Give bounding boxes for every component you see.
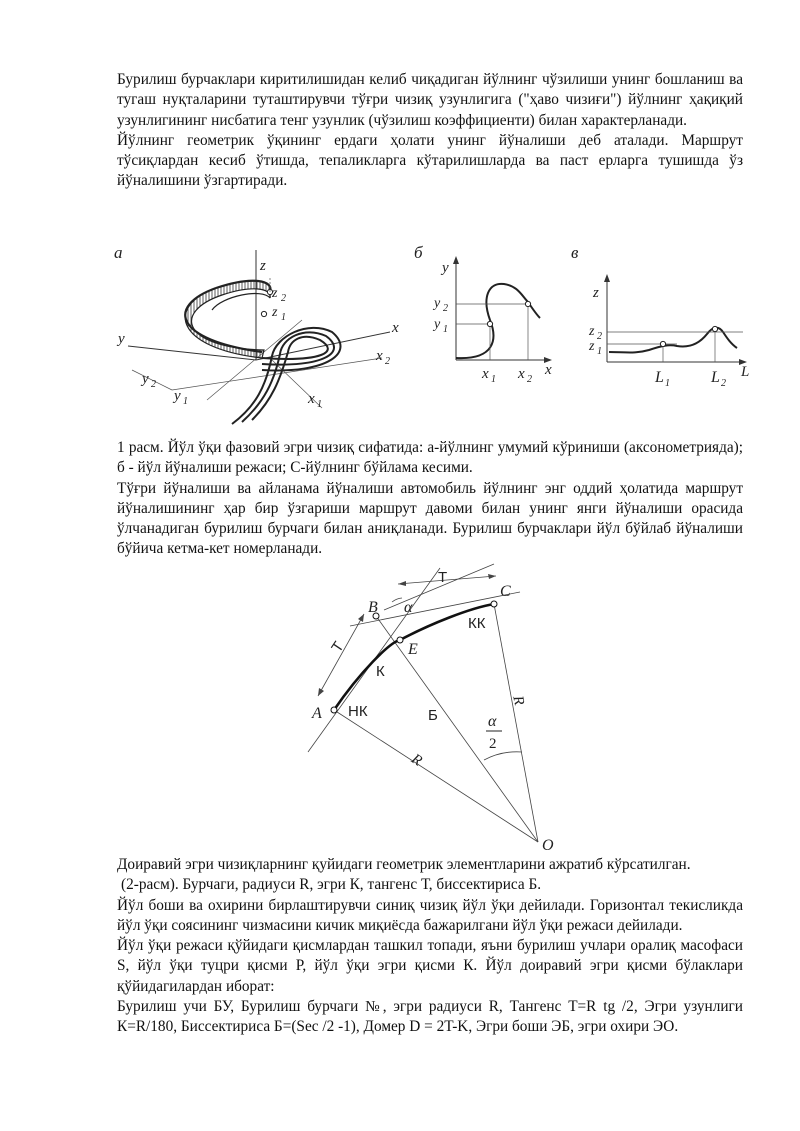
z1-mark: z [272, 305, 278, 320]
figure2-circular-curve [300, 562, 570, 858]
point-c [491, 601, 497, 607]
b-x1-mark: x [482, 366, 489, 382]
paragraph-curve-elements: Доиравий эгри чизиқларнинг қуйидаги геометрик элементларини ажратиб кўрсатилган. [117, 856, 691, 873]
bisector-line [376, 616, 538, 842]
paragraph-direction: Йўлнинг геометрик ўқининг ердаги ҳолати унинг йўналиши деб аталади. Маршрут тўсиқлардан кесиб ўтишда, тепаликларга кўтарилишларда ва паст ерларга тушишда ўз йўналишини ўзгартиради. [117, 131, 743, 190]
radius-oc [494, 604, 538, 842]
z2-sub: 2 [281, 293, 286, 304]
text-block-middle [117, 438, 743, 560]
b-y2-sub: 2 [443, 303, 448, 314]
x-axis-label: x [392, 320, 399, 336]
point-a [331, 707, 337, 713]
c-z1-sub: 1 [597, 346, 602, 357]
label-half-alpha-den: 2 [489, 736, 497, 752]
figure1-panel-a [112, 240, 412, 430]
b-x2-mark: x [518, 366, 525, 382]
z-axis-label: z [260, 258, 266, 274]
radius-oa [334, 710, 538, 842]
paragraph-elongation: Бурилиш бурчаклари киритилишидан келиб чиқадиган йўлнинг чўзилиши унинг бошланиш ва тугаш нуқталарини туташтирувчи тўғри чизиқ узунлигига ("ҳаво чизиғи") йўлнинг ҳақиқий узунлигининг нисбатига тенг узунлик (чўзилиш коэффициенти) билан характерланади. [117, 71, 743, 129]
b-y1-mark: y [434, 317, 441, 332]
b-y2-mark: y [434, 296, 441, 311]
y2-mark: y [142, 371, 149, 387]
c-l-label: L [741, 364, 750, 380]
figure1-panel-b [412, 240, 562, 410]
panel-a-label: а [114, 243, 123, 262]
figure1-caption: 1 расм. Йўл ўқи фазовий эгри чизиқ сифатида: а-йўлнинг умумий кўриниши (аксонометрияда); б - йўл йўналиши режаси; С-йўлнинг бўйлама кесими. [117, 439, 743, 477]
label-o: O [542, 837, 554, 854]
x1-sub: 1 [317, 399, 322, 410]
text-block-top [117, 70, 743, 192]
label-r-bottom: R [408, 751, 425, 770]
c-z2-mark: z [589, 324, 595, 339]
y-axis-label: y [118, 331, 125, 347]
z1-sub: 1 [281, 312, 286, 323]
b-x1-sub: 1 [491, 374, 496, 385]
label-a: A [312, 705, 322, 722]
panel-c-label: в [571, 243, 579, 262]
x2-mark: x [376, 348, 383, 364]
c-z-label: z [593, 285, 599, 301]
c-z2-sub: 2 [597, 331, 602, 342]
label-nk: НК [348, 703, 368, 720]
b-y-label: y [442, 260, 449, 276]
c-z1-mark: z [589, 339, 595, 354]
c-l1-mark: L [655, 369, 664, 386]
x1-mark: x [308, 391, 315, 407]
x2-sub: 2 [385, 356, 390, 367]
label-k: К [376, 663, 385, 680]
label-b: B [368, 599, 378, 616]
label-bisector: Б [428, 707, 438, 724]
figure1-panel-c [565, 240, 765, 410]
paragraph-road-plan: Йўл ўқи режаси қўйидаги қисмлардан ташкил топади, яъни бурилиш учлари оралиқ масофаси S, йўл ўқи туцри қисми Р, йўл ўқи эгри қисми К. Йўл доиравий эгри қисми бўлаклари қўйидагилардан иборат: [117, 937, 743, 995]
z2-mark: z [272, 286, 278, 301]
c-l2-mark: L [711, 369, 720, 386]
label-r-right: R [509, 694, 527, 707]
y1-sub: 1 [183, 396, 188, 407]
paragraph-road-axis: Йўл боши ва охирини бирлаштирувчи синиқ чизиқ йўл ўқи дейилади. Горизонтал текисликда йўл ўқи соясининг чизмасини кичик миқиёсда бажарилгани йўл ўқи режаси дейилади. [117, 896, 743, 934]
label-t-left: T [328, 638, 348, 656]
label-c: C [500, 583, 511, 600]
label-alpha: α [404, 599, 413, 616]
y2-sub: 2 [151, 379, 156, 390]
label-half-alpha-num: α [488, 713, 497, 730]
paragraph-formulas: Бурилиш учи БУ, Бурилиш бурчаги №, эгри радиуси R, Тангенс T=R tg /2, Эгри узунлиги К=R/180, Биссектириса Б=(Sec /2 -1), Домер D = 2T-K, Эгри боши ЭБ, эгри охири ЭО. [117, 998, 743, 1036]
label-t-top: T [438, 569, 448, 586]
label-kk: КК [468, 615, 486, 632]
b-x2-sub: 2 [527, 374, 532, 385]
c-l2-sub: 2 [721, 378, 726, 389]
text-block-bottom [117, 855, 743, 1038]
paragraph-turn-angle: Тўғри йўналиши ва айланама йўналиши автомобиль йўлнинг энг оддий ҳолатида маршрут йўналишининг ҳар бир ўзгариши маршрут давоми билан унинг янги йўналиши орасида ўлчанадиган бурилиш бурчаги билан аниқланади. Бурилиш бурчаклари йўл бўйлаб йўналиши бўйича кетма-кет номерланади. [117, 479, 743, 558]
point-e [397, 637, 403, 643]
label-e: E [408, 641, 418, 658]
figure2-caption: (2-расм). Бурчаги, радиуси R, эгри К, тангенс Т, биссектириса Б. [121, 876, 542, 894]
c-l1-sub: 1 [665, 378, 670, 389]
y1-mark: y [174, 388, 181, 404]
panel-b-label: б [414, 243, 423, 262]
b-y1-sub: 1 [443, 324, 448, 335]
b-x-label: x [545, 362, 552, 378]
